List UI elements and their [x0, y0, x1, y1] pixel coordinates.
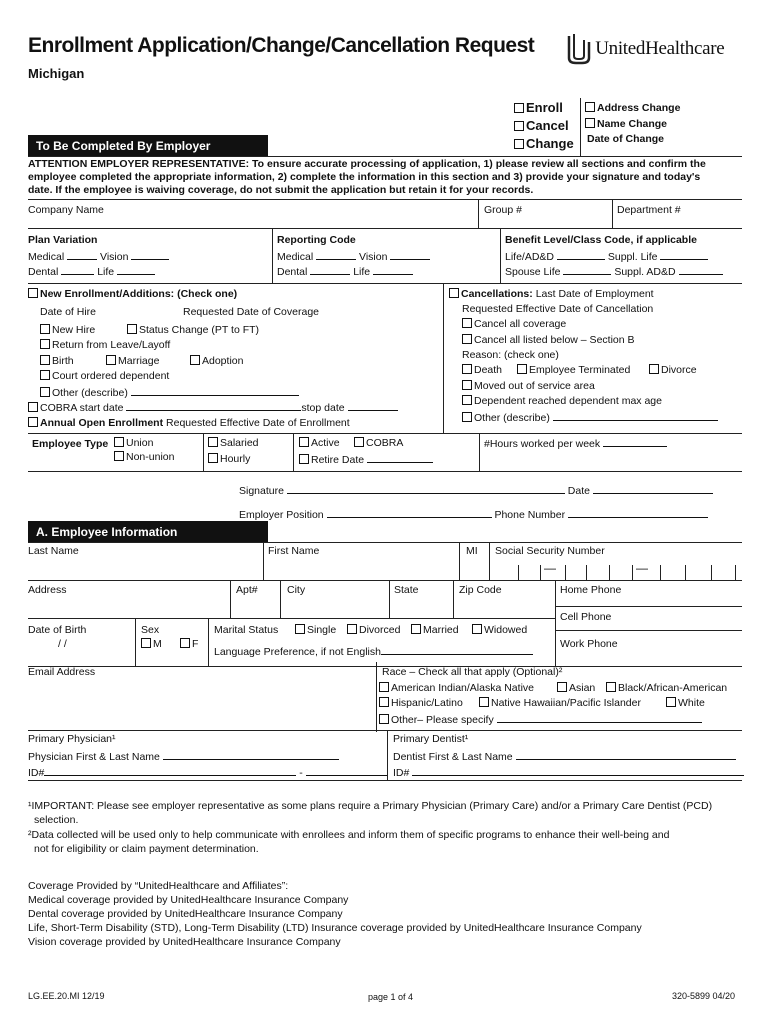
checkbox-icon: [462, 380, 472, 390]
coverage-line-4: Vision coverage provided by UnitedHealthcare Insurance Company: [28, 936, 341, 948]
apt-field[interactable]: Apt#: [236, 584, 258, 596]
employee-type-label: Employee Type: [32, 438, 109, 450]
marriage-checkbox[interactable]: Marriage: [106, 355, 159, 367]
state-field[interactable]: State: [394, 584, 419, 596]
hours-worked-field[interactable]: #Hours worked per week: [484, 437, 667, 450]
work-phone-field[interactable]: Work Phone: [560, 638, 618, 650]
coverage-line-2: Dental coverage provided by UnitedHealthcare Insurance Company: [28, 908, 343, 920]
dob-field[interactable]: Date of Birth: [28, 624, 87, 636]
group-number-field[interactable]: Group #: [484, 204, 522, 216]
enroll-checkbox[interactable]: Enroll: [514, 100, 563, 115]
checkbox-icon: [40, 324, 50, 334]
checkbox-icon: [462, 334, 472, 344]
coverage-heading: Coverage Provided by “UnitedHealthcare and Affiliates”:: [28, 880, 289, 892]
cancel-all-coverage-checkbox[interactable]: Cancel all coverage: [462, 318, 566, 330]
first-name-field[interactable]: First Name: [268, 545, 320, 557]
widowed-checkbox[interactable]: Widowed: [472, 624, 527, 636]
court-ordered-checkbox[interactable]: Court ordered dependent: [40, 370, 169, 382]
checkbox-icon: [514, 139, 524, 149]
rc-dental-field[interactable]: Dental Life: [277, 265, 413, 278]
logo-wordmark: UnitedHealthcare: [595, 38, 725, 59]
company-name-field[interactable]: Company Name: [28, 204, 104, 216]
checkbox-icon: [40, 355, 50, 365]
checkbox-icon: [379, 682, 389, 692]
coverage-line-3: Life, Short-Term Disability (STD), Long-Term Disability (LTD) Insurance coverage provided by UnitedHealthcare Insurance Company: [28, 922, 642, 934]
checkbox-icon: [28, 417, 38, 427]
email-field[interactable]: Email Address: [28, 666, 96, 678]
state-subtitle: Michigan: [28, 66, 85, 81]
sex-male-checkbox[interactable]: M: [141, 638, 162, 650]
ssn-field[interactable]: Social Security Number: [495, 545, 605, 557]
checkbox-icon: [295, 624, 305, 634]
checkbox-icon: [379, 714, 389, 724]
checkbox-icon: [180, 638, 190, 648]
checkbox-icon: [479, 697, 489, 707]
dob-separators: / /: [58, 638, 67, 650]
race-other-checkbox[interactable]: Other– Please specify: [379, 713, 702, 726]
document-number: 320-5899 04/20: [672, 991, 736, 1001]
race-title: Race – Check all that apply (Optional)²: [382, 666, 563, 678]
checkbox-icon: [606, 682, 616, 692]
checkbox-icon: [106, 355, 116, 365]
physician-name-field[interactable]: Physician First & Last Name: [28, 750, 339, 763]
language-pref-field[interactable]: Language Preference, if not English: [214, 645, 533, 658]
logo-mark-icon: [566, 32, 592, 66]
employee-terminated-checkbox[interactable]: Employee Terminated: [517, 364, 630, 376]
coverage-line-1: Medical coverage provided by UnitedHealthcare Insurance Company: [28, 894, 349, 906]
city-field[interactable]: City: [287, 584, 306, 596]
bl-spouse-field[interactable]: Spouse Life Suppl. AD&D: [505, 265, 723, 278]
req-eff-cancel-label: Requested Effective Date of Cancellation: [462, 303, 654, 315]
change-checkbox[interactable]: Change: [514, 136, 574, 151]
last-name-field[interactable]: Last Name: [28, 545, 79, 557]
new-enrollment-checkbox[interactable]: New Enrollment/Additions: (Check one): [28, 288, 237, 300]
divorce-checkbox[interactable]: Divorce: [649, 364, 697, 376]
primary-dentist-label: Primary Dentist¹: [393, 733, 469, 745]
footnote-2-line-b: not for eligibility or claim payment determination.: [34, 843, 259, 855]
divorced-checkbox[interactable]: Divorced: [347, 624, 400, 636]
new-hire-checkbox[interactable]: New Hire: [40, 324, 95, 336]
checkbox-icon: [40, 387, 50, 397]
checkbox-icon: [208, 453, 218, 463]
bl-life-field[interactable]: Life/AD&D Suppl. Life: [505, 250, 708, 263]
checkbox-icon: [411, 624, 421, 634]
race-aian-checkbox[interactable]: American Indian/Alaska Native: [379, 682, 534, 694]
footnote-1-line-a: ¹IMPORTANT: Please see employer representative as some plans require a Primary Physician (Primary Care) and/or a Primary Care Dentist (PCD): [28, 800, 713, 812]
checkbox-icon: [517, 364, 527, 374]
physician-id-field[interactable]: ID# -: [28, 766, 388, 779]
primary-physician-label: Primary Physician¹: [28, 733, 116, 745]
attention-line-3: date. If the employee is waiving coverage, do not submit the application but retain it for your records.: [28, 184, 534, 196]
address-field[interactable]: Address: [28, 584, 67, 596]
checkbox-icon: [347, 624, 357, 634]
address-change-checkbox[interactable]: Address Change: [585, 102, 680, 114]
pv-medical-field[interactable]: Medical Vision: [28, 250, 169, 263]
checkbox-icon: [141, 638, 151, 648]
reason-label: Reason: (check one): [462, 349, 559, 361]
checkbox-icon: [649, 364, 659, 374]
other-describe-cancel-checkbox[interactable]: Other (describe): [462, 411, 718, 424]
attention-line-1: ATTENTION EMPLOYER REPRESENTATIVE: To ensure accurate processing of application, 1) please review all sections and confirm the: [28, 158, 706, 170]
checkbox-icon: [514, 121, 524, 131]
checkbox-icon: [28, 402, 38, 412]
employer-position-field[interactable]: Employer Position Phone Number: [239, 508, 708, 521]
checkbox-icon: [462, 412, 472, 422]
dentist-id-field[interactable]: ID#: [393, 766, 744, 779]
footnote-2-line-a: ²Data collected will be used only to help communicate with enrollees and inform them of specific programs to enhance their well-being and: [28, 829, 670, 841]
checkbox-icon: [666, 697, 676, 707]
form-code: LG.EE.20.MI 12/19: [28, 991, 105, 1001]
employee-section-bar: A. Employee Information: [28, 521, 268, 542]
checkbox-icon: [462, 364, 472, 374]
checkbox-icon: [40, 370, 50, 380]
checkbox-icon: [354, 437, 364, 447]
checkbox-icon: [472, 624, 482, 634]
date-of-hire-label: Date of Hire: [40, 306, 97, 318]
home-phone-field[interactable]: Home Phone: [560, 584, 622, 596]
checkbox-icon: [514, 103, 524, 113]
status-change-checkbox[interactable]: Status Change (PT to FT): [127, 324, 259, 336]
union-checkbox[interactable]: Union: [114, 437, 153, 449]
checkbox-icon: [585, 102, 595, 112]
retire-date-checkbox[interactable]: Retire Date: [299, 453, 433, 466]
race-white-checkbox[interactable]: White: [666, 697, 705, 709]
dependent-max-age-checkbox[interactable]: Dependent reached dependent max age: [462, 395, 662, 407]
company-logo: [566, 32, 724, 66]
race-asian-checkbox[interactable]: Asian: [557, 682, 595, 694]
checkbox-icon: [462, 318, 472, 328]
cobra-start-checkbox[interactable]: COBRA start date stop date: [28, 401, 398, 414]
cancellations-checkbox[interactable]: Cancellations: Last Date of Employment: [449, 288, 654, 300]
return-leave-checkbox[interactable]: Return from Leave/Layoff: [40, 339, 170, 351]
cobra-checkbox[interactable]: COBRA: [354, 437, 403, 449]
date-of-change-label: Date of Change: [587, 133, 665, 145]
checkbox-icon: [379, 697, 389, 707]
employer-section-bar: To Be Completed By Employer: [28, 135, 268, 156]
checkbox-icon: [208, 437, 218, 447]
checkbox-icon: [40, 339, 50, 349]
checkbox-icon: [299, 454, 309, 464]
race-nhpi-checkbox[interactable]: Native Hawaiian/Pacific Islander: [479, 697, 641, 709]
signature-field[interactable]: Signature Date: [239, 484, 713, 497]
name-change-checkbox[interactable]: Name Change: [585, 118, 667, 130]
checkbox-icon: [127, 324, 137, 334]
footnote-1-line-b: selection.: [34, 814, 79, 826]
department-number-field[interactable]: Department #: [617, 204, 681, 216]
birth-checkbox[interactable]: Birth: [40, 355, 74, 367]
middle-initial-field[interactable]: MI: [466, 545, 478, 557]
checkbox-icon: [299, 437, 309, 447]
annual-open-checkbox[interactable]: Annual Open Enrollment Requested Effective Date of Enrollment: [28, 417, 350, 429]
race-hispanic-checkbox[interactable]: Hispanic/Latino: [379, 697, 463, 709]
checkbox-icon: [114, 451, 124, 461]
checkbox-icon: [449, 288, 459, 298]
plan-variation-label: Plan Variation: [28, 234, 98, 246]
zip-code-field[interactable]: Zip Code: [459, 584, 502, 596]
cell-phone-field[interactable]: Cell Phone: [560, 611, 612, 623]
form-title: Enrollment Application/Change/Cancellation Request: [28, 34, 535, 57]
moved-out-checkbox[interactable]: Moved out of service area: [462, 380, 595, 392]
rc-medical-field[interactable]: Medical Vision: [277, 250, 430, 263]
married-checkbox[interactable]: Married: [411, 624, 459, 636]
checkbox-icon: [462, 395, 472, 405]
salaried-checkbox[interactable]: Salaried: [208, 437, 259, 449]
requested-date-label: Requested Date of Coverage: [183, 306, 320, 318]
marital-status-label: Marital Status: [214, 624, 279, 636]
reporting-code-label: Reporting Code: [277, 234, 356, 246]
checkbox-icon: [114, 437, 124, 447]
hourly-checkbox[interactable]: Hourly: [208, 453, 250, 465]
race-black-checkbox[interactable]: Black/African-American: [606, 682, 727, 694]
page-number: page 1 of 4: [368, 992, 414, 1002]
single-checkbox[interactable]: Single: [295, 624, 336, 636]
attention-line-2: employee completed the appropriate information, 2) complete the information in this section and 3) provide your signature and today's: [28, 171, 701, 183]
checkbox-icon: [190, 355, 200, 365]
checkbox-icon: [585, 118, 595, 128]
checkbox-icon: [557, 682, 567, 692]
checkbox-icon: [28, 288, 38, 298]
dentist-name-field[interactable]: Dentist First & Last Name: [393, 750, 736, 763]
non-union-checkbox[interactable]: Non-union: [114, 451, 174, 463]
adoption-checkbox[interactable]: Adoption: [190, 355, 243, 367]
sex-female-checkbox[interactable]: F: [180, 638, 198, 650]
other-describe-checkbox[interactable]: Other (describe): [40, 386, 299, 399]
cancel-all-listed-checkbox[interactable]: Cancel all listed below – Section B: [462, 334, 635, 346]
sex-label: Sex: [141, 624, 160, 636]
cancel-checkbox[interactable]: Cancel: [514, 118, 569, 133]
pv-dental-field[interactable]: Dental Life: [28, 265, 155, 278]
benefit-level-label: Benefit Level/Class Code, if applicable: [505, 234, 697, 246]
active-checkbox[interactable]: Active: [299, 437, 340, 449]
death-checkbox[interactable]: Death: [462, 364, 502, 376]
